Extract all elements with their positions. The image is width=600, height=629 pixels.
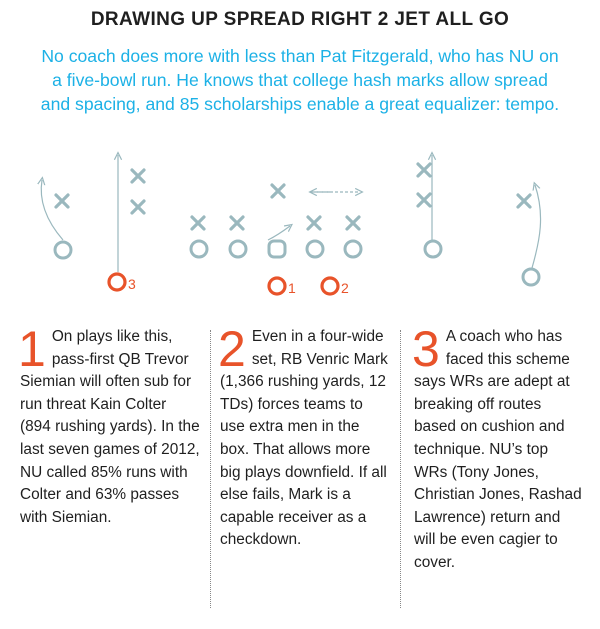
- highlight-player-1: [269, 278, 285, 294]
- route-right-wr: [532, 185, 541, 268]
- defender-x: [272, 185, 284, 197]
- center-marker: [269, 241, 285, 257]
- defender-x: [132, 170, 144, 182]
- highlight-markers: [109, 274, 338, 294]
- defender-x: [132, 201, 144, 213]
- defender-x: [192, 217, 204, 229]
- defender-x: [231, 217, 243, 229]
- note-text: On plays like this, pass-first QB Trevor Siemian will often sub for run threat Kain Colter (894 rushing yards). In the last seven games of 2012, NU called 85% runs with Colter and 63% passes with Siemian.: [20, 328, 200, 526]
- defender-x: [347, 217, 359, 229]
- route-lines: [41, 155, 540, 272]
- highlight-player-2: [322, 278, 338, 294]
- callout-label-3: 3: [128, 276, 136, 292]
- column-divider: [210, 330, 211, 608]
- note-column-3: [412, 321, 584, 575]
- play-diagram: [0, 148, 600, 308]
- offense-player: [307, 241, 323, 257]
- defender-x: [308, 217, 320, 229]
- note-column-2: [218, 321, 390, 552]
- callout-label-2: 2: [341, 280, 349, 296]
- note-number: 3: [412, 321, 440, 377]
- offense-player: [55, 242, 71, 258]
- highlight-player-3: [109, 274, 125, 290]
- offense-player: [230, 241, 246, 257]
- offense-player: [425, 241, 441, 257]
- note-column-1: [18, 321, 200, 529]
- defender-x: [56, 195, 68, 207]
- defender-x: [418, 164, 430, 176]
- defense-markers: [56, 164, 530, 229]
- offense-player: [345, 241, 361, 257]
- route-rb-swing: [268, 226, 290, 240]
- note-text: Even in a four-wide set, RB Venric Mark (1,366 rushing yards, 12 TDs) forces teams to use extra men in the box. That allows more big plays downfield. If all else fails, Mark is a capable receiver as a checkdown.: [220, 328, 388, 549]
- note-text: A coach who has faced this scheme says WRs are adept at breaking off routes based on cushion and technique. NU’s top WRs (Tony Jones, Christian Jones, Rashad Lawrence) return and will be even cagier to cover.: [414, 328, 582, 571]
- callout-label-1: 1: [288, 280, 296, 296]
- defender-x: [418, 194, 430, 206]
- defender-x: [518, 195, 530, 207]
- offense-player: [523, 269, 539, 285]
- offense-player: [191, 241, 207, 257]
- note-number: 2: [218, 321, 246, 377]
- intro-text: No coach does more with less than Pat Fitzgerald, who has NU on a five-bowl run. He knows that college hash marks allow spread and spacing, and 85 scholarships enable a great equalizer: tempo.: [40, 46, 560, 114]
- route-left-wr: [41, 180, 63, 240]
- graphic-title: DRAWING UP SPREAD RIGHT 2 JET ALL GO: [90, 9, 510, 30]
- note-number: 1: [18, 321, 46, 377]
- column-divider: [400, 330, 401, 608]
